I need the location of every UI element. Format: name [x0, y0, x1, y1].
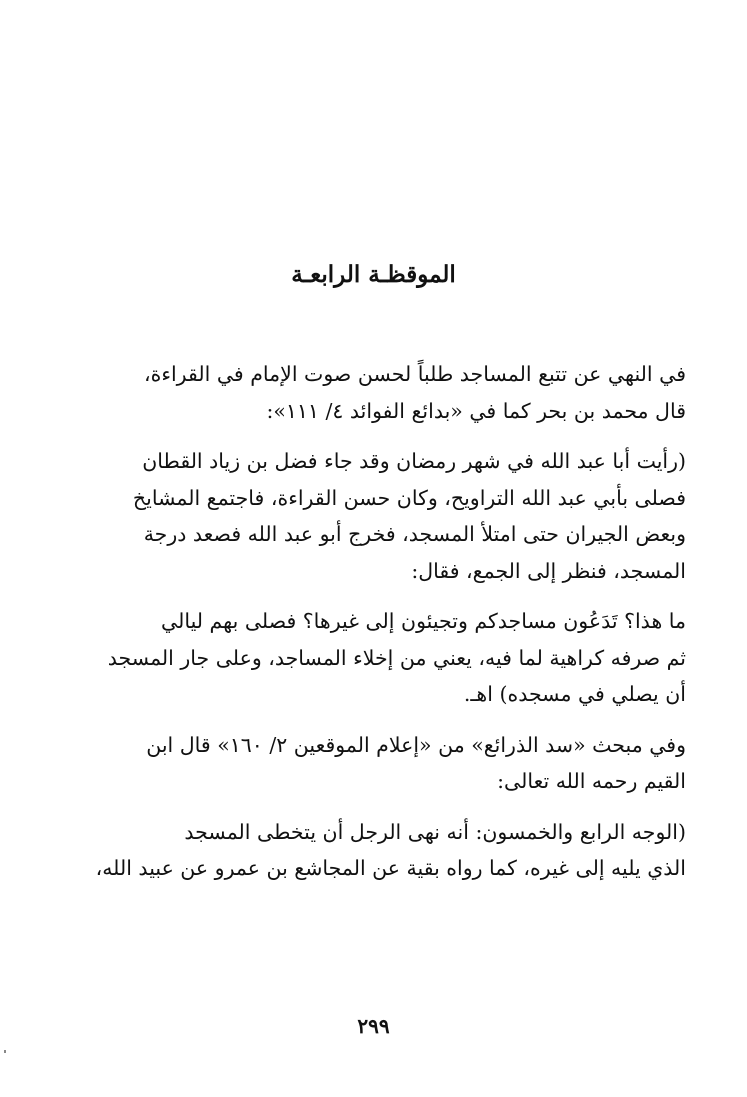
paragraph-3 — [66, 603, 686, 713]
text-line: (رأيت أبا عبد الله في شهر رمضان وقد جاء فضل بن زياد القطان — [142, 449, 686, 473]
paragraph-4 — [66, 727, 686, 800]
paragraph-2 — [66, 443, 686, 589]
text-line: ما هذا؟ تَدَعُون مساجدكم وتجيئون إلى غيرها؟ فصلى بهم ليالي — [160, 609, 686, 633]
body-text — [66, 356, 686, 887]
page-number: ٢٩٩ — [357, 1014, 390, 1038]
paragraph-1 — [66, 356, 686, 429]
text-line: وفي مبحث «سد الذرائع» من «إعلام الموقعين ٢/ ١٦٠» قال ابن — [146, 732, 686, 757]
text-line: ثم صرفه كراهية لما فيه، يعني من إخلاء المساجد، وعلى جار المسجد — [107, 645, 686, 670]
text-line: فصلى بأبي عبد الله التراويح، وكان حسن القراءة، فاجتمع المشايخ — [132, 485, 686, 510]
text-line: الذي يليه إلى غيره، كما رواه بقية عن المجاشع بن عمرو عن عبيد الله، — [95, 856, 686, 880]
text-line: (الوجه الرابع والخمسون: أنه نهى الرجل أن يتخطى المسجد — [184, 819, 686, 844]
text-line: وبعض الجيران حتى امتلأ المسجد، فخرج أبو عبد الله فصعد درجة — [143, 522, 686, 546]
text-line: أن يصلي في مسجده) اهـ. — [463, 682, 686, 706]
scan-mark — [4, 1050, 6, 1053]
text-line: المسجد، فنظر إلى الجمع، فقال: — [411, 558, 686, 583]
text-line: في النهي عن تتبع المساجد طلباً لحسن صوت الإمام في القراءة، — [143, 362, 686, 386]
section-heading: الموقظـة الرابعـة — [291, 261, 456, 288]
text-line: قال محمد بن بحر كما في «بدائع الفوائد ٤/ ١١١»: — [266, 398, 686, 423]
text-line: القيم رحمه الله تعالى: — [497, 769, 686, 793]
paragraph-5 — [66, 814, 686, 887]
